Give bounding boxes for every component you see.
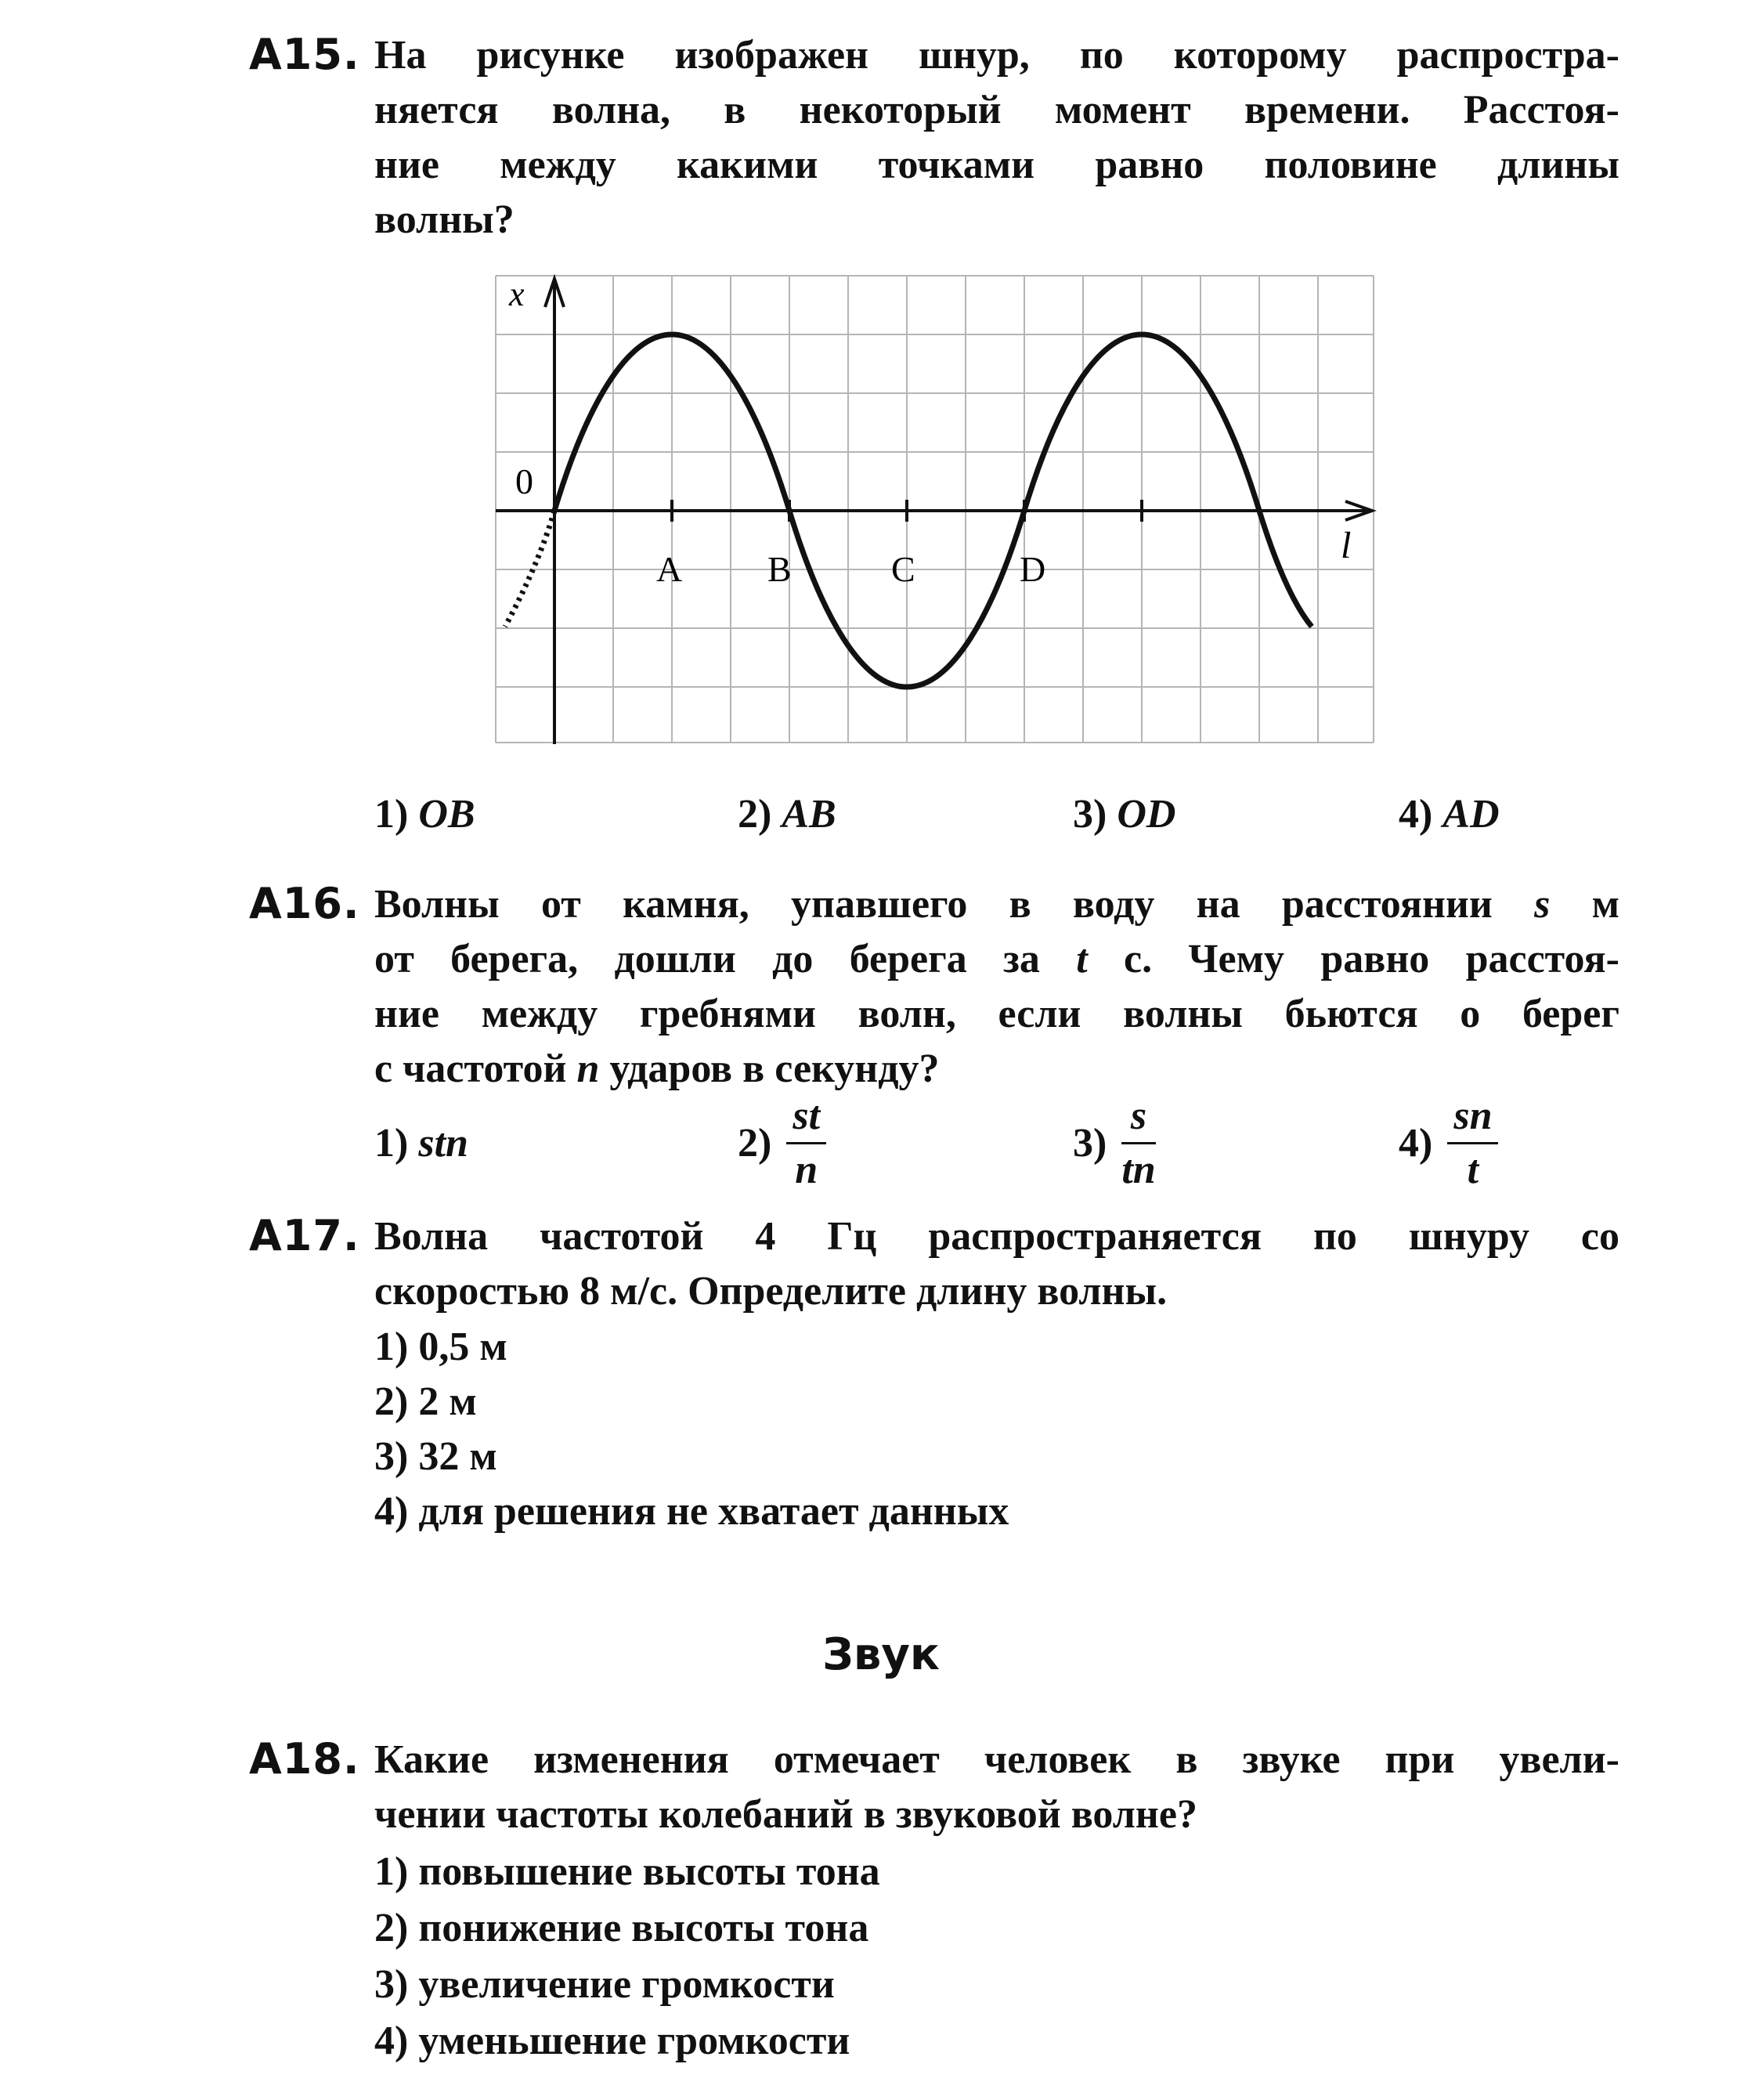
- option-number: 3): [1073, 1121, 1107, 1166]
- option-number: 4): [1399, 1121, 1433, 1166]
- answer-option-3[interactable]: 3) 32 м: [374, 1434, 497, 1479]
- denominator: n: [795, 1148, 818, 1192]
- answer-option-1[interactable]: [374, 791, 475, 837]
- question-text-a15: [374, 28, 1619, 248]
- answer-option-3[interactable]: [1073, 791, 1175, 837]
- question-line: няется волна, в некоторый момент времени. Расстоя-: [374, 88, 1619, 132]
- point-label-c: C: [891, 549, 915, 589]
- numerator: s: [1121, 1093, 1155, 1144]
- question-line: Какие изменения отмечает человек в звуке при увели-: [374, 1737, 1619, 1782]
- answer-option-1[interactable]: 1) повышение высоты тона: [374, 1849, 880, 1894]
- denominator: t: [1467, 1148, 1479, 1192]
- question-text-a17: [374, 1209, 1619, 1319]
- question-line: скоростью 8 м/с. Определите длину волны.: [374, 1269, 1168, 1314]
- answer-option-4[interactable]: [1399, 1093, 1498, 1193]
- section-title: Звук: [822, 1629, 940, 1680]
- fraction: [786, 1093, 826, 1193]
- question-number-a18: А18.: [249, 1734, 360, 1784]
- question-line: чении частоты колебаний в звуковой волне?: [374, 1792, 1197, 1837]
- question-line: с частотой n ударов в секунду?: [374, 1046, 940, 1091]
- answer-option-4[interactable]: 4) для решения не хватает данных: [374, 1489, 1009, 1534]
- denominator: tn: [1121, 1148, 1156, 1192]
- point-label-a: A: [656, 549, 683, 589]
- question-text-a18: [374, 1733, 1619, 1842]
- option-value: AD: [1442, 792, 1500, 837]
- question-line: волны?: [374, 197, 515, 242]
- fraction: [1447, 1093, 1498, 1193]
- option-number: 4): [1399, 792, 1433, 837]
- option-value: OB: [418, 792, 475, 837]
- question-line: от берега, дошли до берега за t с. Чему равно расстоя-: [374, 937, 1619, 981]
- answer-option-4[interactable]: 4) уменьшение громкости: [374, 2019, 850, 2063]
- answer-option-2[interactable]: [738, 1093, 826, 1193]
- y-axis-label: x: [509, 275, 525, 313]
- numerator: st: [786, 1093, 826, 1144]
- point-label-d: D: [1020, 549, 1046, 589]
- answer-option-3[interactable]: [1073, 1093, 1156, 1193]
- answer-option-2[interactable]: 2) понижение высоты тона: [374, 1906, 869, 1950]
- option-number: 2): [738, 792, 772, 837]
- option-number: 1): [374, 1121, 409, 1166]
- answer-option-4[interactable]: [1399, 791, 1500, 837]
- question-line: ние между какими точками равно половине длины: [374, 143, 1619, 187]
- question-number-a16: А16.: [249, 879, 360, 928]
- answer-option-2[interactable]: 2) 2 м: [374, 1379, 477, 1424]
- answer-option-1[interactable]: 1) 0,5 м: [374, 1325, 507, 1369]
- fraction: [1121, 1093, 1155, 1193]
- question-line: ние между гребнями волн, если волны бьются о берег: [374, 992, 1619, 1036]
- option-number: 1): [374, 792, 409, 837]
- answer-option-3[interactable]: 3) увеличение громкости: [374, 1962, 835, 2007]
- option-value: AB: [782, 792, 836, 837]
- answer-option-1[interactable]: [374, 1120, 468, 1166]
- question-number-a17: А17.: [249, 1211, 360, 1260]
- question-line: Волны от камня, упавшего в воду на расстоянии s м: [374, 882, 1619, 927]
- option-number: 3): [1073, 792, 1107, 837]
- answer-option-2[interactable]: [738, 791, 836, 837]
- origin-label: 0: [515, 461, 533, 501]
- x-axis-label: l: [1341, 525, 1352, 566]
- question-text-a16: [374, 877, 1619, 1097]
- option-number: 2): [738, 1121, 772, 1166]
- numerator: sn: [1447, 1093, 1498, 1144]
- question-number-a15: А15.: [249, 30, 360, 79]
- question-line: Волна частотой 4 Гц распространяется по шнуру со: [374, 1214, 1619, 1259]
- point-label-b: B: [767, 549, 792, 589]
- wave-figure: [486, 266, 1386, 760]
- option-value: OD: [1117, 792, 1176, 837]
- question-line: На рисунке изображен шнур, по которому распростра-: [374, 33, 1619, 78]
- option-value: stn: [418, 1121, 468, 1166]
